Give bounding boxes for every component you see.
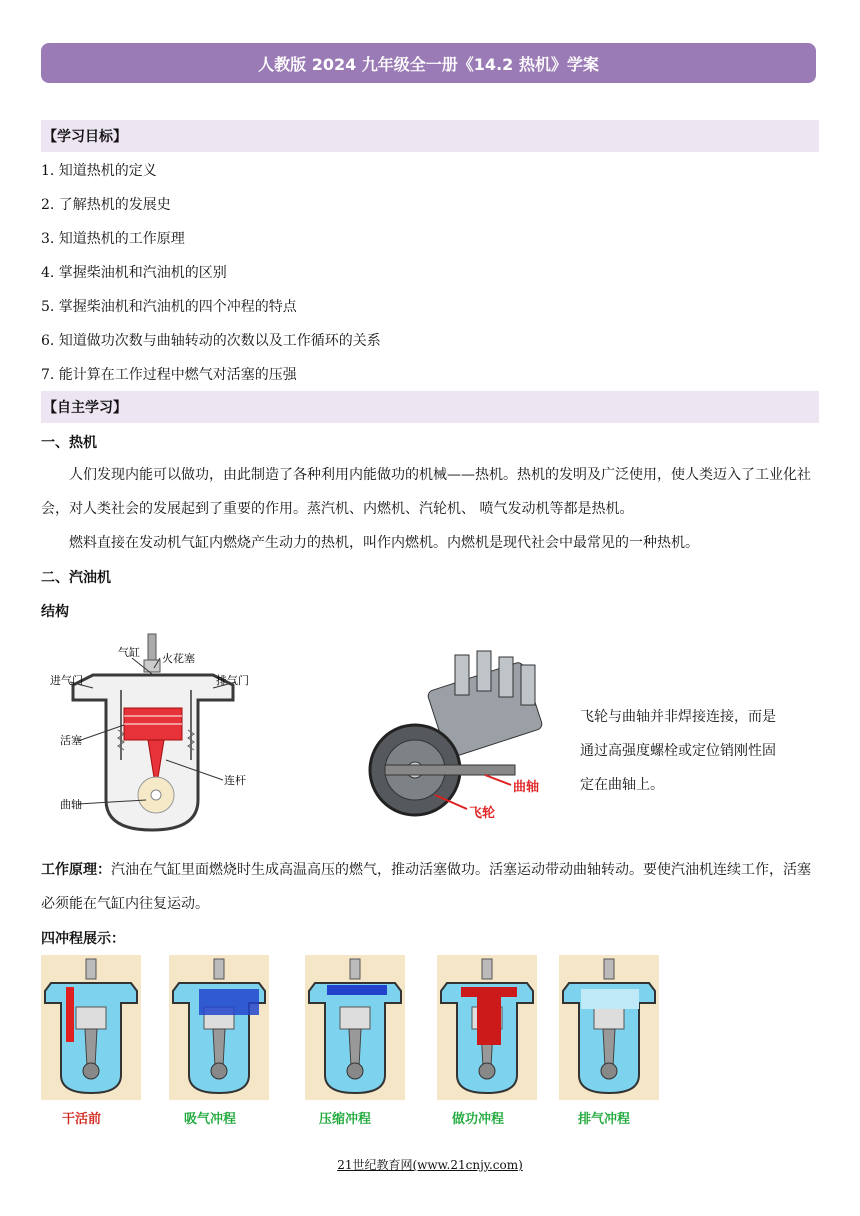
label-piston: 活塞 (60, 734, 82, 747)
label-spark-plug: 火花塞 (162, 652, 195, 665)
objective-item: 6. 知道做功次数与曲轴转动的次数以及工作循环的关系 (41, 333, 381, 349)
objective-item: 4. 掌握柴油机和汽油机的区别 (41, 265, 227, 281)
heat-engine-paragraph-2: 燃料直接在发动机气缸内燃烧产生动力的热机，叫作内燃机。内燃机是现代社会中最常见的一种热机。 (69, 535, 699, 551)
principle-label: 工作原理： (41, 862, 111, 878)
label-cylinder: 气缸 (118, 646, 140, 659)
flywheel-note: 飞轮与曲轴并非焊接连接，而是通过高强度螺栓或定位销刚性固定在曲轴上。 (580, 709, 776, 793)
stroke-image-exhaust (559, 955, 659, 1100)
structure-label: 结构 (41, 604, 69, 620)
stroke-caption-exhaust: 排气冲程 (578, 1112, 631, 1127)
label-intake-valve: 进气门 (50, 674, 83, 687)
heat-engine-paragraph-1: 人们发现内能可以做功，由此制造了各种利用内能做功的机械——热机。热机的发明及广泛使用，使人类迈入了工业化社会，对人类社会的发展起到了重要的作用。蒸汽机、内燃机、汽轮机、 喷气发动机等都是热机。 (41, 467, 811, 517)
stroke-caption-before: 干活前 (62, 1112, 102, 1127)
stroke-image-compression (305, 955, 405, 1100)
stroke-caption-compression: 压缩冲程 (319, 1112, 372, 1127)
objectives-heading: 【学习目标】 (41, 120, 819, 152)
four-stroke-images (41, 955, 661, 1100)
objective-item: 1. 知道热机的定义 (41, 163, 157, 179)
four-stroke-label: 四冲程展示： (41, 931, 125, 947)
stroke-caption-power: 做功冲程 (452, 1112, 505, 1127)
stroke-caption-intake: 吸气冲程 (184, 1112, 237, 1127)
principle-text: 汽油在气缸里面燃烧时生成高温高压的燃气，推动活塞做功。活塞运动带动曲轴转动。要使汽油机连续工作，活塞必须能在气缸内往复运动。 (41, 862, 811, 912)
stroke-image-power (437, 955, 537, 1100)
stroke-image-intake (169, 955, 269, 1100)
label-connecting-rod: 连杆 (224, 774, 246, 787)
working-principle (41, 853, 819, 921)
label-crankshaft: 曲轴 (60, 798, 82, 811)
footer-source-link[interactable]: 21世纪教育网(www.21cnjy.com) (337, 1158, 523, 1172)
objective-item: 7. 能计算在工作过程中燃气对活塞的压强 (41, 367, 297, 383)
self-study-heading: 【自主学习】 (41, 391, 819, 423)
objective-item: 5. 掌握柴油机和汽油机的四个冲程的特点 (41, 299, 297, 315)
v-engine-flywheel-image (365, 645, 565, 835)
page-title: 人教版 2024 九年级全一册《14.2 热机》学案 (41, 43, 816, 83)
section-gasoline-engine-title: 二、汽油机 (41, 570, 111, 586)
label-crankshaft-engine: 曲轴 (513, 780, 540, 795)
objective-item: 2. 了解热机的发展史 (41, 197, 171, 213)
engine-structure-diagram (48, 630, 268, 840)
objective-item: 3. 知道热机的工作原理 (41, 231, 185, 247)
label-exhaust-valve: 排气门 (216, 674, 249, 687)
label-flywheel: 飞轮 (469, 806, 496, 821)
stroke-image-before (41, 955, 141, 1100)
section-heat-engine-title: 一、热机 (41, 435, 97, 451)
